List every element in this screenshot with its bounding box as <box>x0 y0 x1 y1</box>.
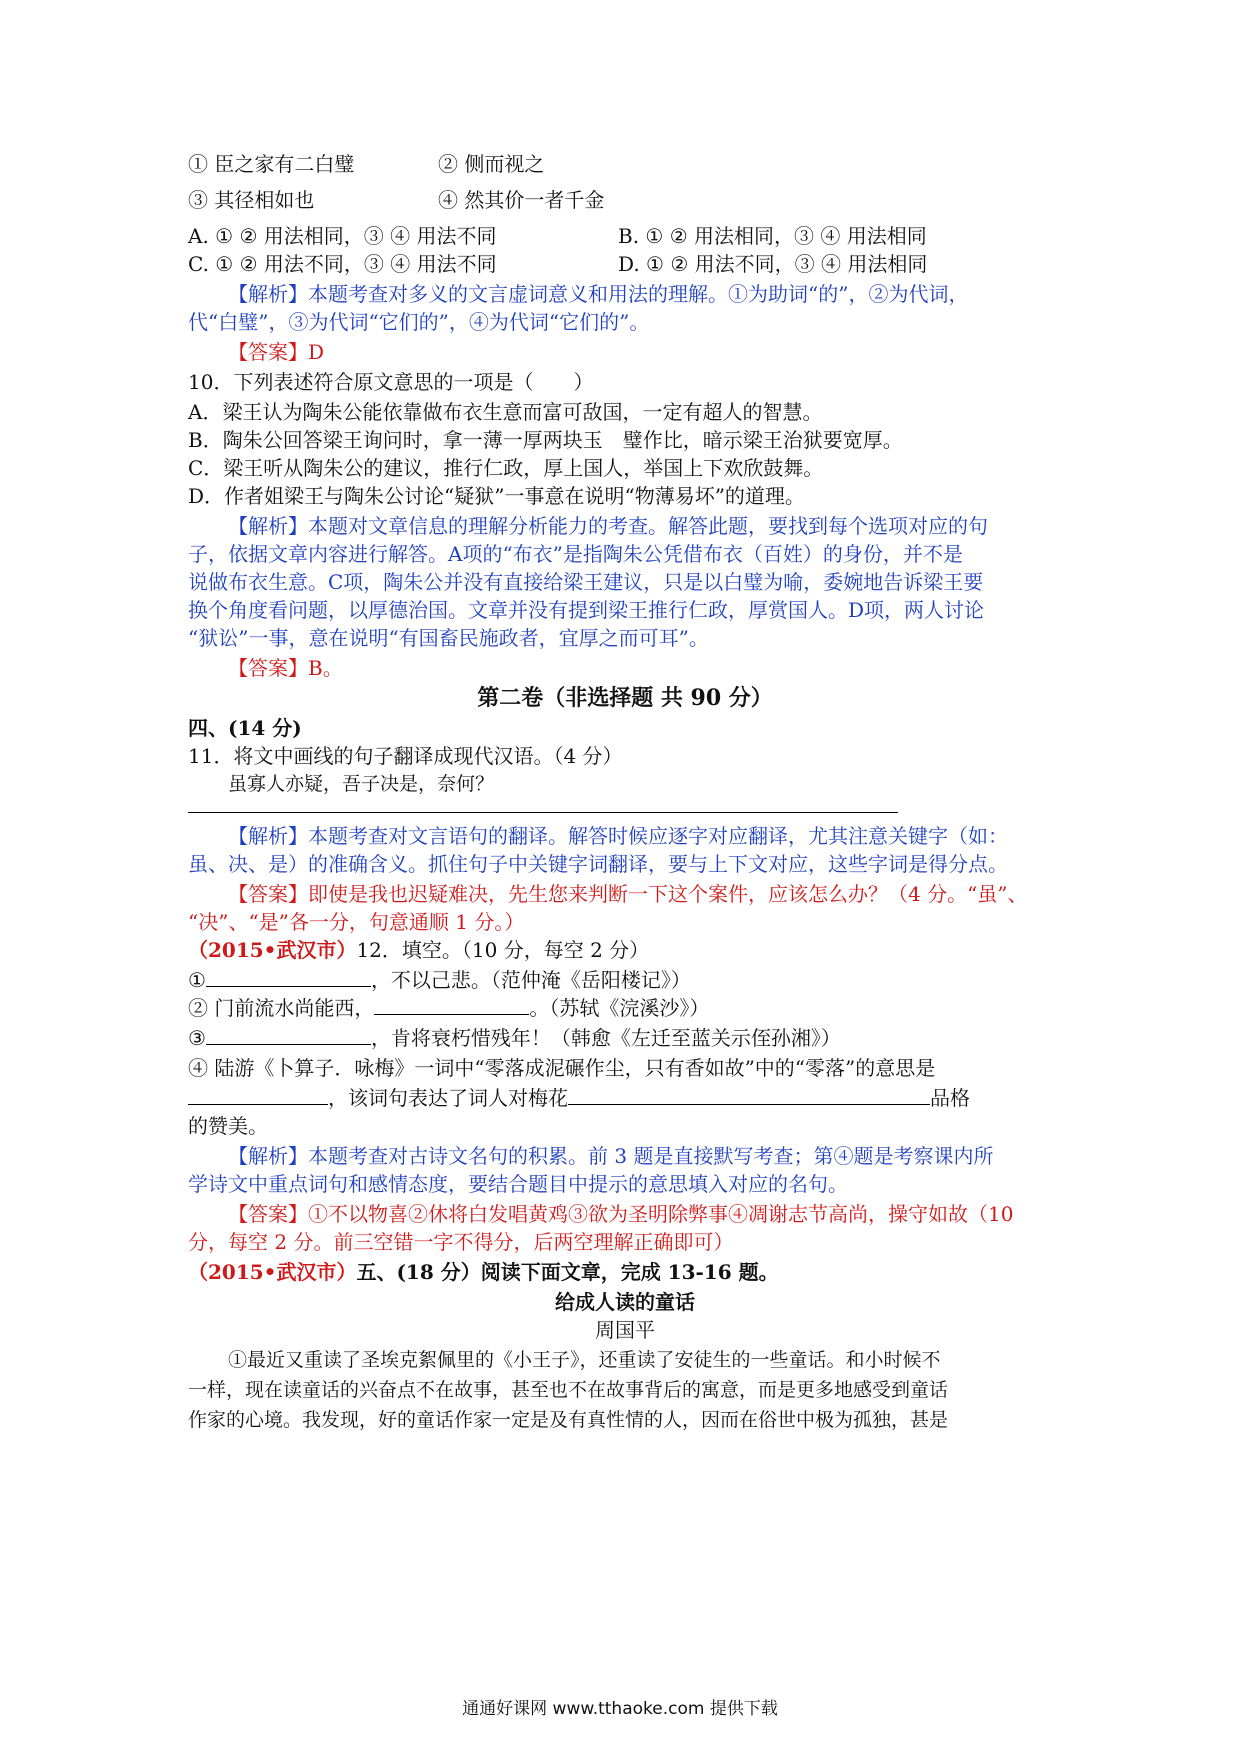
q12-item-4-mid: ，该词句表达了词人对梅花 <box>328 1086 568 1110</box>
article-paragraph-1: ①最近又重读了圣埃克絮佩里的《小王子》，还重读了安徒生的一些童话。和小时候不 <box>228 1349 941 1371</box>
q12-answer: 【答案】①不以物喜②休将白发唱黄鸡③欲为圣明除弊事④凋谢志节高尚，操守如故（10 <box>228 1202 1014 1226</box>
q10-choice-c: C．梁王听从陶朱公的建议，推行仁政，厚上国人，举国上下欢欣鼓舞。 <box>188 456 824 480</box>
q12-stem: 12．填空。（10 分，每空 2 分） <box>356 938 650 962</box>
q11-answer: 【答案】即使是我也迟疑难决，先生您来判断一下这个案件，应该怎么办？（4 分。“虽”、 <box>228 882 1028 906</box>
article-author: 周国平 <box>595 1318 655 1342</box>
q9-answer: 【答案】D <box>228 340 325 364</box>
q10-answer: 【答案】B。 <box>228 656 343 680</box>
q12-blank-2[interactable] <box>374 994 529 1015</box>
q9-choice-b: B. ① ② 用法相同，③ ④ 用法相同 <box>618 224 927 248</box>
q12-item-3 <box>188 1024 841 1052</box>
q12-item-1-number: ① <box>188 968 206 992</box>
section4-heading: 四、(14 分) <box>188 716 302 740</box>
q12-source: （2015•武汉市） <box>188 938 357 962</box>
q10-choice-d: D．作者姐梁王与陶朱公讨论“疑狱”一事意在说明“物薄易坏”的道理。 <box>188 484 805 508</box>
q12-item-1-text: ，不以己悲。（范仲淹《岳阳楼记》） <box>370 968 691 992</box>
q9-analysis: 【解析】本题考查对多义的文言虚词意义和用法的理解。①为助词“的”，②为代词， <box>228 282 969 306</box>
q10-stem: 10．下列表述符合原文意思的一项是（ ） <box>188 370 594 394</box>
q12-blank-4[interactable] <box>188 1084 328 1105</box>
q11-answer-cont: “决”、“是”各一分，句意通顺 1 分。） <box>188 910 525 934</box>
q12-analysis: 【解析】本题考查对古诗文名句的积累。前 3 题是直接默写考查；第④题是考察课内所 <box>228 1144 994 1168</box>
section5-heading <box>188 1258 779 1286</box>
q12-item-4-end: 品格 <box>930 1086 970 1110</box>
q12-item-4-tail: 的赞美。 <box>188 1114 268 1138</box>
q9-choice-a: A. ① ② 用法相同，③ ④ 用法不同 <box>188 224 497 248</box>
q12-blank-1[interactable] <box>206 966 371 987</box>
part2-title: 第二卷（非选择题 共 90 分） <box>477 685 773 711</box>
q9-analysis-cont: 代“白璧”，③为代词“它们的”，④为代词“它们的”。 <box>188 310 650 334</box>
q12-item-4-cont <box>188 1084 970 1112</box>
q12-analysis-cont: 学诗文中重点词句和感情态度，要结合题目中提示的意思填入对应的名句。 <box>188 1172 848 1196</box>
q10-analysis-line3: 说做布衣生意。C项，陶朱公并没有直接给梁王建议，只是以白璧为喻，委婉地告诉梁王要 <box>188 570 984 594</box>
q9-option-4: ④ 然其价一者千金 <box>438 188 605 212</box>
q11-sentence: 虽寡人亦疑，吾子决是，奈何？ <box>228 773 495 795</box>
q9-choice-d: D. ① ② 用法不同，③ ④ 用法相同 <box>618 252 928 276</box>
q12-item-3-text: ，肯将衰朽惜残年！（韩愈《左迁至蓝关示侄孙湘》） <box>370 1026 841 1050</box>
q11-answer-line <box>188 812 898 813</box>
q12-item-4: ④ 陆游《卜算子．咏梅》一词中“零落成泥碾作尘，只有香如故”中的“零落”的意思是 <box>188 1056 936 1080</box>
q9-option-3: ③ 其径相如也 <box>188 188 315 212</box>
q11-analysis: 【解析】本题考查对文言语句的翻译。解答时候应逐字对应翻译，尤其注意关键字（如： <box>228 824 1008 848</box>
page-footer: 通通好课网 www.tthaoke.com 提供下载 <box>462 1699 778 1719</box>
q11-stem: 11．将文中画线的句子翻译成现代汉语。（4 分） <box>188 744 623 768</box>
q12-item-2 <box>188 994 709 1022</box>
q12-stem-line <box>188 936 649 964</box>
section5-source: （2015•武汉市） <box>188 1260 357 1284</box>
q12-item-1 <box>188 966 691 994</box>
q9-option-1: ① 臣之家有二白璧 <box>188 152 355 176</box>
q10-analysis-line5: “狱讼”一事，意在说明“有国畜民施政者，宜厚之而可耳”。 <box>188 626 709 650</box>
article-title: 给成人读的童话 <box>555 1290 695 1314</box>
q11-analysis-cont: 虽、决、是）的准确含义。抓住句子中关键字词翻译，要与上下文对应，这些字词是得分点。 <box>188 852 1008 876</box>
q10-analysis-line4: 换个角度看问题，以厚德治国。文章并没有提到梁王推行仁政，厚赏国人。D项，两人讨论 <box>188 598 985 622</box>
q9-option-2: ② 侧而视之 <box>438 152 545 176</box>
q12-item-2-text: ② 门前流水尚能西， <box>188 996 375 1020</box>
article-paragraph-1-line3: 作家的心境。我发现，好的童话作家一定是及有真性情的人，因而在俗世中极为孤独，甚是 <box>188 1409 949 1431</box>
q12-item-2-source: 。（苏轼《浣溪沙》） <box>529 996 710 1020</box>
article-paragraph-1-line2: 一样，现在读童话的兴奋点不在故事，甚至也不在故事背后的寓意，而是更多地感受到童话 <box>188 1379 949 1401</box>
q12-answer-cont: 分，每空 2 分。前三空错一字不得分，后两空理解正确即可） <box>188 1230 734 1254</box>
q9-choice-c: C. ① ② 用法不同，③ ④ 用法不同 <box>188 252 497 276</box>
q12-item-3-number: ③ <box>188 1026 206 1050</box>
q12-blank-5[interactable] <box>568 1084 930 1105</box>
q10-analysis: 【解析】本题对文章信息的理解分析能力的考查。解答此题，要找到每个选项对应的句 <box>228 514 988 538</box>
q12-blank-3[interactable] <box>206 1024 371 1045</box>
section5-text: 五、(18 分）阅读下面文章，完成 13-16 题。 <box>356 1260 779 1284</box>
q10-choice-a: A．梁王认为陶朱公能依靠做布衣生意而富可敌国，一定有超人的智慧。 <box>188 400 823 424</box>
q10-choice-b: B．陶朱公回答梁王询问时，拿一薄一厚两块玉 璧作比，暗示梁王治狱要宽厚。 <box>188 428 903 452</box>
q10-analysis-line2: 子，依据文章内容进行解答。A项的“布衣”是指陶朱公凭借布衣（百姓）的身份，并不是 <box>188 542 963 566</box>
